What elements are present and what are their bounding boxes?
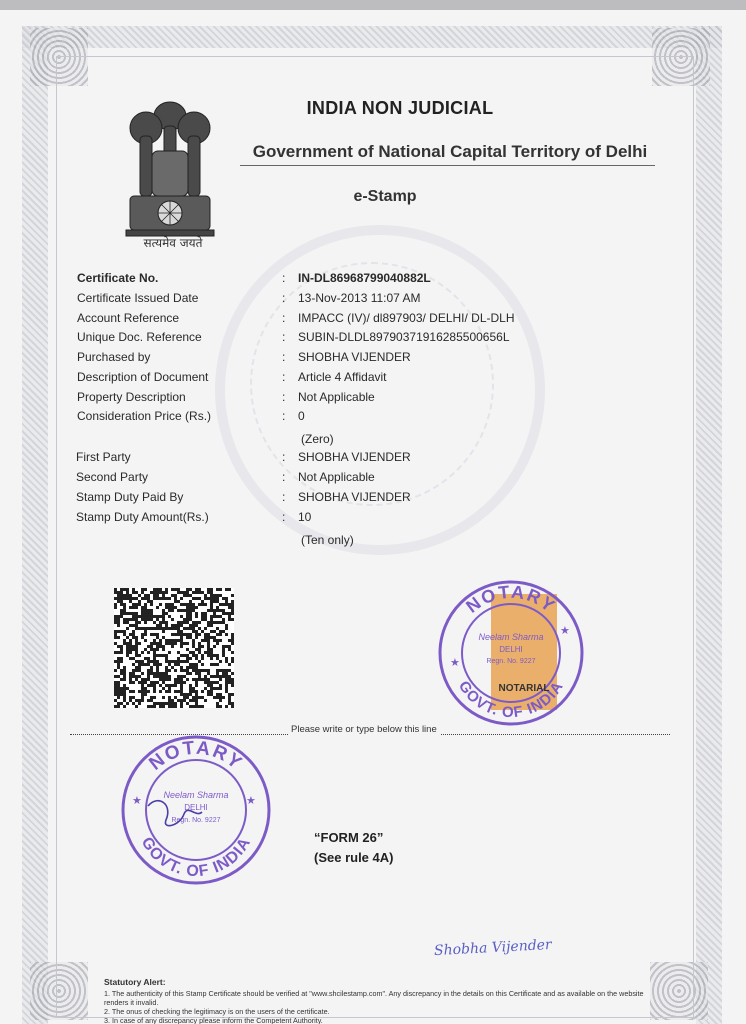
- seal-notary-name: Neelam Sharma: [163, 790, 229, 800]
- statutory-alert-item: 3. In case of any discrepancy please inform the Competent Authority.: [104, 1016, 323, 1024]
- field-value: IN-DL86968799040882L: [298, 271, 431, 285]
- guilloche-border-top: [22, 26, 722, 48]
- field-label: Description of Document: [77, 370, 209, 384]
- field-stamp-duty-paid-by: [0, 490, 746, 508]
- field-label: Purchased by: [77, 350, 151, 364]
- field-label: Certificate No.: [77, 271, 159, 285]
- seal-ring-top: NOTARY: [145, 737, 247, 775]
- field-first-party: [0, 450, 746, 468]
- seal-reg-no: Regn. No. 9227: [171, 817, 221, 824]
- statutory-alert-title: Statutory Alert:: [104, 977, 166, 987]
- seal-reg-no: Regn. No. 9227: [486, 658, 536, 665]
- header-government: Government of National Capital Territory of Delhi: [252, 142, 648, 161]
- field-value: SHOBHA VIJENDER: [298, 450, 411, 464]
- field-purchased-by: [0, 350, 746, 368]
- consideration-in-words: (Zero): [301, 432, 334, 446]
- form-title: “FORM 26”: [314, 830, 384, 845]
- header-title: INDIA NON JUDICIAL: [306, 98, 494, 118]
- seal-ring-top: NOTARY: [462, 581, 560, 617]
- field-label: Stamp Duty Paid By: [76, 490, 184, 504]
- qr-code-icon: [114, 588, 234, 708]
- field-label: Unique Doc. Reference: [77, 330, 202, 344]
- seal-city: DELHI: [499, 645, 523, 654]
- field-value: SUBIN-DLDL89790371916285500656L: [298, 330, 510, 344]
- field-separator: :: [282, 409, 286, 423]
- seal-city: DELHI: [184, 803, 208, 812]
- field-second-party: [0, 470, 746, 488]
- form-26-heading: [314, 828, 393, 868]
- field-separator: :: [282, 370, 286, 384]
- statutory-alert-item: 1. The authenticity of this Stamp Certificate should be verified at "www.shcilestamp.com". Any discrepancy in the details on this Certificate and as available on the website renders it invalid.: [104, 989, 644, 1007]
- form-rule: (See rule 4A): [314, 850, 394, 865]
- amount-in-words: (Ten only): [301, 533, 354, 547]
- field-label: Certificate Issued Date: [77, 291, 199, 305]
- seal-notary-name: Neelam Sharma: [478, 632, 544, 642]
- paper-top-edge: [0, 0, 746, 10]
- field-property-description: [0, 390, 746, 408]
- field-stamp-duty-amount: [0, 510, 746, 528]
- field-certificate-no: [0, 271, 746, 289]
- star-icon: ★: [450, 657, 460, 669]
- field-label: Second Party: [76, 470, 149, 484]
- svg-text:GOVT. OF INDIA: [138, 834, 255, 880]
- field-value: 10: [298, 510, 312, 524]
- field-account-reference: [0, 311, 746, 329]
- field-separator: :: [282, 510, 286, 524]
- field-unique-doc-reference: [0, 330, 746, 348]
- field-separator: :: [282, 350, 286, 364]
- field-separator: :: [282, 291, 286, 305]
- emblem-motto: सत्यमेव जयते: [143, 236, 203, 250]
- field-value: Not Applicable: [298, 470, 375, 484]
- header-estamp: e-Stamp: [353, 188, 417, 205]
- field-separator: :: [282, 450, 286, 464]
- field-separator: :: [282, 271, 286, 285]
- field-value: IMPACC (IV)/ dl897903/ DELHI/ DL-DLH: [298, 311, 515, 325]
- header-underline: [240, 165, 655, 166]
- field-value: SHOBHA VIJENDER: [298, 490, 411, 504]
- write-below-text: Please write or type below this line: [288, 724, 440, 735]
- field-value: 0: [298, 409, 305, 423]
- field-separator: :: [282, 490, 286, 504]
- star-icon: ★: [560, 625, 570, 637]
- field-separator: :: [282, 311, 286, 325]
- statutory-alert: [104, 978, 664, 1024]
- notary-seal-top: [434, 578, 588, 728]
- star-icon: ★: [132, 795, 142, 807]
- field-description: [0, 370, 746, 388]
- field-separator: :: [282, 330, 286, 344]
- field-value: Article 4 Affidavit: [298, 370, 387, 384]
- field-separator: :: [282, 470, 286, 484]
- field-label: Consideration Price (Rs.): [77, 409, 212, 423]
- field-separator: :: [282, 390, 286, 404]
- seal-ring-bottom: GOVT. OF INDIA: [454, 678, 568, 722]
- notary-seal-bottom: [118, 734, 274, 886]
- seal-ring-bottom: GOVT. OF INDIA: [137, 834, 255, 881]
- field-label: Stamp Duty Amount(Rs.): [76, 510, 209, 524]
- svg-text:NOTARY: [145, 738, 246, 775]
- star-icon: ★: [246, 795, 256, 807]
- field-issued-date: [0, 291, 746, 309]
- purchaser-signature: Shobha Vijender: [433, 936, 553, 960]
- field-value: 13-Nov-2013 11:07 AM: [298, 291, 421, 305]
- notarial-label: NOTARIAL: [498, 683, 550, 694]
- field-value: SHOBHA VIJENDER: [298, 350, 411, 364]
- field-label: Account Reference: [77, 311, 180, 325]
- field-consideration-price: [0, 409, 746, 427]
- ashoka-emblem-icon: [122, 96, 218, 246]
- field-value: Not Applicable: [298, 390, 375, 404]
- statutory-alert-item: 2. The onus of checking the legitimacy is on the users of the certificate.: [104, 1007, 330, 1016]
- field-label: First Party: [76, 450, 131, 464]
- field-label: Property Description: [77, 390, 186, 404]
